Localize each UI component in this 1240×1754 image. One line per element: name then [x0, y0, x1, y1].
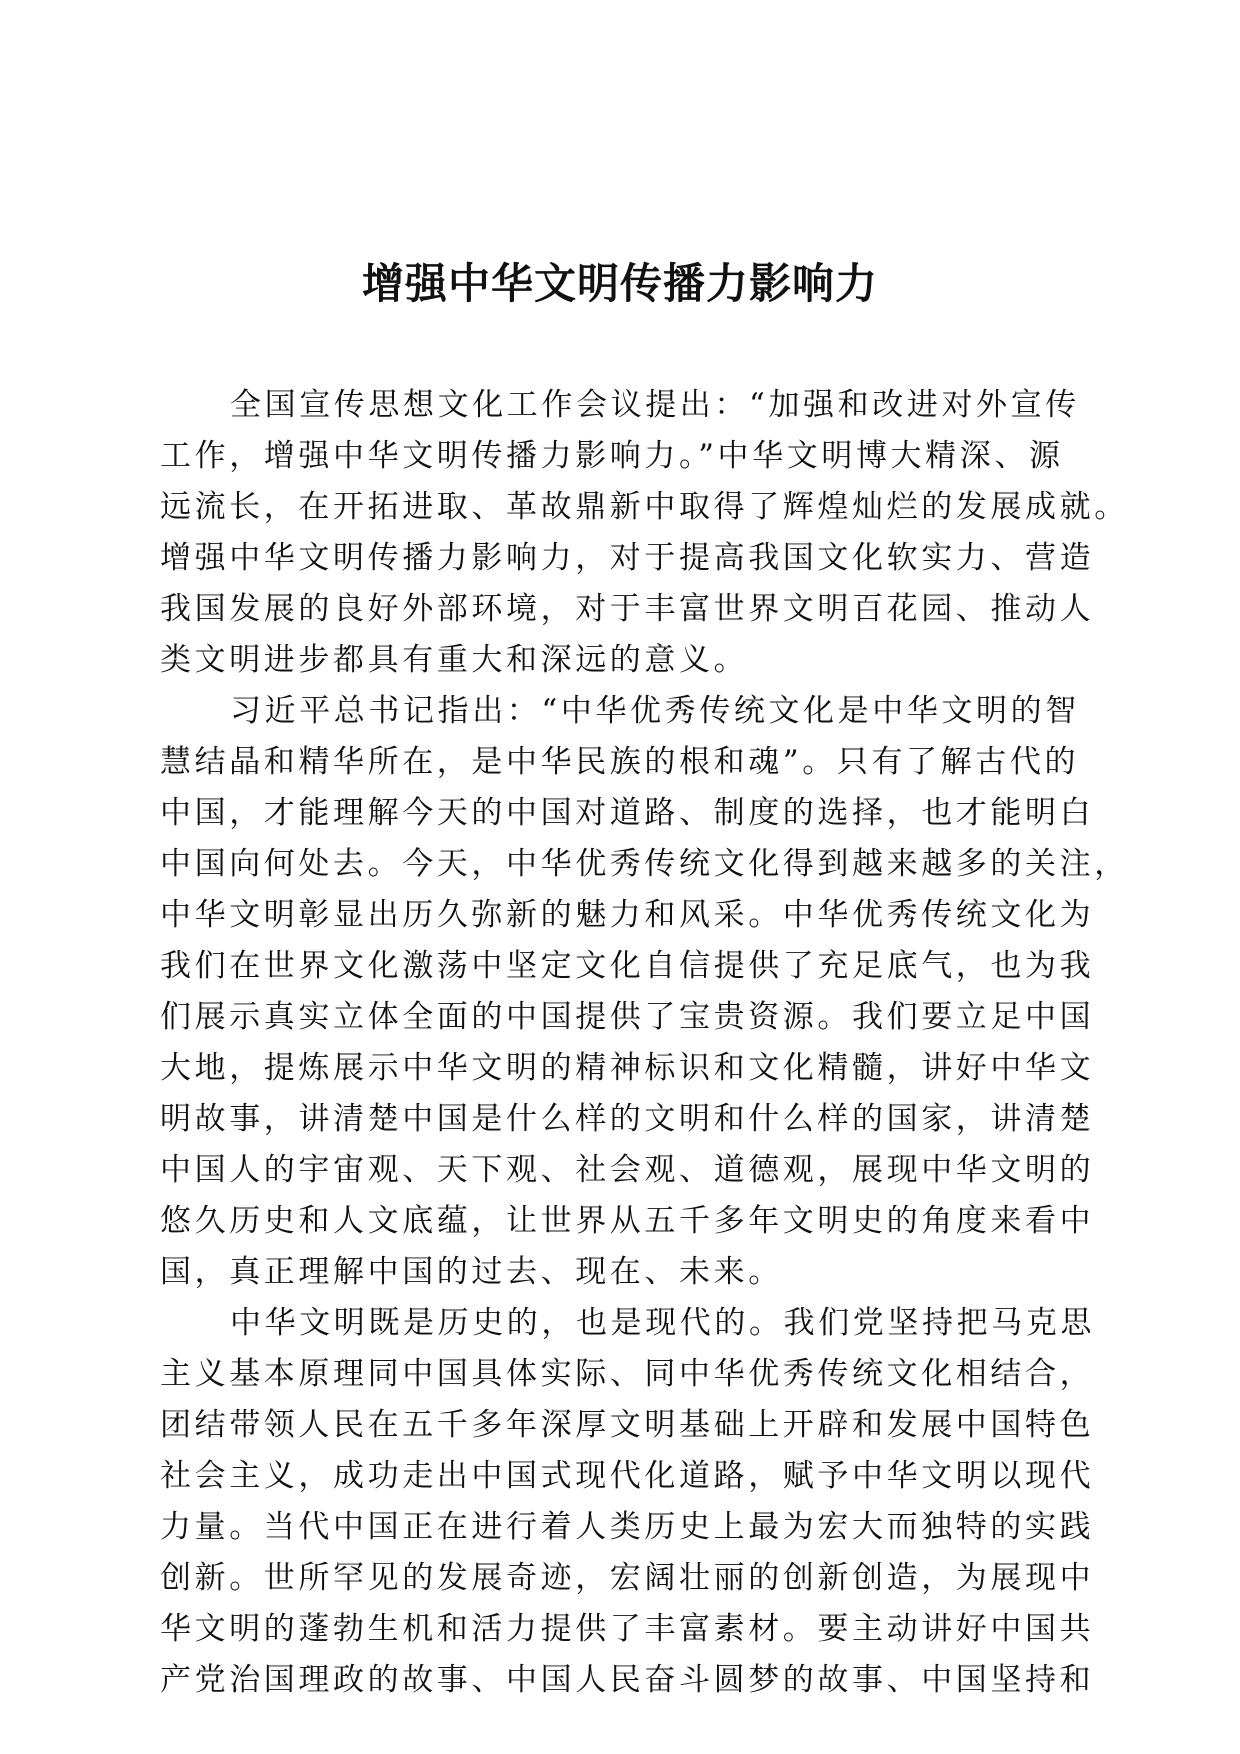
- document-body: [160, 380, 1129, 1706]
- paragraph-1-line: 远流长，在开拓进取、革故鼎新中取得了辉煌灿烂的发展成就。: [160, 489, 1129, 525]
- paragraph-3-line: 创新。世所罕见的发展奇迹，宏阔壮丽的创新创造，为展现中: [160, 1560, 1095, 1596]
- paragraph-1-line: 全国宣传思想文化工作会议提出：“加强和改进对外宣传: [230, 387, 1080, 423]
- document-title: 增强中华文明传播力影响力: [361, 259, 878, 308]
- paragraph-2-line: 们展示真实立体全面的中国提供了宝贵资源。我们要立足中国: [160, 999, 1095, 1035]
- paragraph-2-line: 习近平总书记指出：“中华优秀传统文化是中华文明的智: [230, 693, 1080, 729]
- paragraph-2-line: 中国向何处去。今天，中华优秀传统文化得到越来越多的关注，: [160, 846, 1129, 882]
- paragraph-2-line: 中国，才能理解今天的中国对道路、制度的选择，也才能明白: [160, 795, 1095, 831]
- paragraph-1-line: 我国发展的良好外部环境，对于丰富世界文明百花园、推动人: [160, 591, 1095, 627]
- paragraph-2-line: 中华文明彰显出历久弥新的魅力和风采。中华优秀传统文化为: [160, 897, 1095, 933]
- paragraph-2-line: 大地，提炼展示中华文明的精神标识和文化精髓，讲好中华文: [160, 1050, 1095, 1086]
- paragraph-2-line: 我们在世界文化激荡中坚定文化自信提供了充足底气，也为我: [160, 948, 1095, 984]
- paragraph-3-line: 力量。当代中国正在进行着人类历史上最为宏大而独特的实践: [160, 1509, 1095, 1545]
- paragraph-2-line: 明故事，讲清楚中国是什么样的文明和什么样的国家，讲清楚: [160, 1101, 1095, 1137]
- paragraph-2-line: 悠久历史和人文底蕴，让世界从五千多年文明史的角度来看中: [160, 1203, 1095, 1239]
- paragraph-3-line: 华文明的蓬勃生机和活力提供了丰富素材。要主动讲好中国共: [160, 1611, 1095, 1647]
- paragraph-2-line: 国，真正理解中国的过去、现在、未来。: [160, 1254, 783, 1290]
- paragraph-2-line: 中国人的宇宙观、天下观、社会观、道德观，展现中华文明的: [160, 1152, 1095, 1188]
- paragraph-3-line: 社会主义，成功走出中国式现代化道路，赋予中华文明以现代: [160, 1458, 1095, 1494]
- paragraph-3-line: 主义基本原理同中国具体实际、同中华优秀传统文化相结合，: [160, 1356, 1095, 1392]
- paragraph-2-line: 慧结晶和精华所在，是中华民族的根和魂”。只有了解古代的: [160, 744, 1080, 780]
- paragraph-1-line: 工作，增强中华文明传播力影响力。”中华文明博大精深、源: [160, 438, 1064, 474]
- paragraph-1-line: 类文明进步都具有重大和深远的意义。: [160, 642, 749, 678]
- paragraph-1-line: 增强中华文明传播力影响力，对于提高我国文化软实力、营造: [160, 540, 1095, 576]
- paragraph-3-line: 团结带领人民在五千多年深厚文明基础上开辟和发展中国特色: [160, 1407, 1095, 1443]
- paragraph-3-line: 产党治国理政的故事、中国人民奋斗圆梦的故事、中国坚持和: [160, 1662, 1095, 1698]
- paragraph-3-line: 中华文明既是历史的，也是现代的。我们党坚持把马克思: [230, 1305, 1095, 1341]
